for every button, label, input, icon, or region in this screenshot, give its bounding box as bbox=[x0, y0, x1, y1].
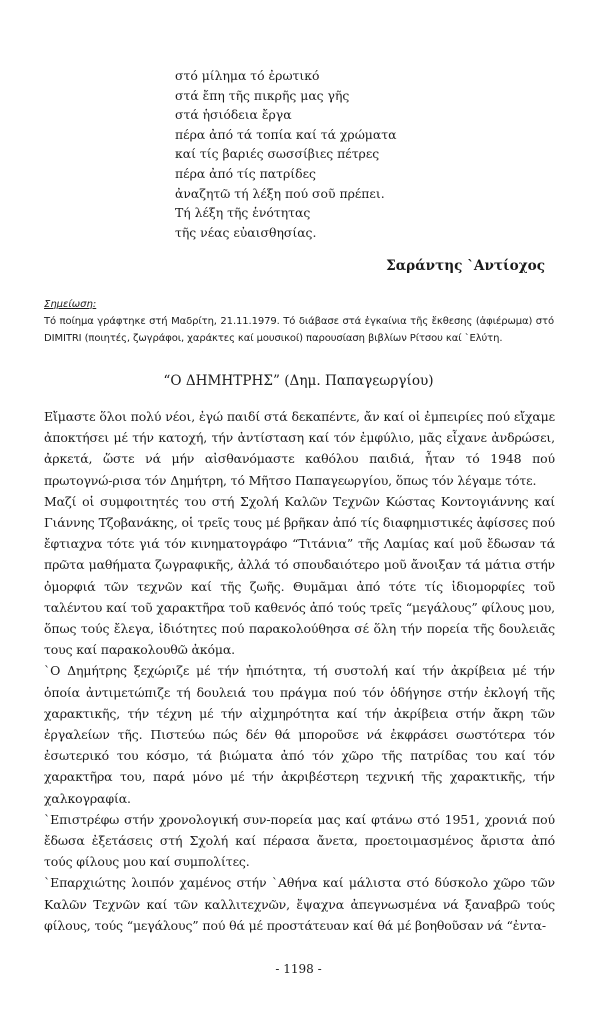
poem-line: στά ἔπη τῆς πικρῆς μας γῆς bbox=[175, 87, 350, 103]
poem-line: καί τίς βαριές σωσσίβιες πέτρες bbox=[175, 146, 380, 162]
poem-line: πέρα ἀπό τίς πατρίδες bbox=[175, 165, 316, 181]
poem-line: τῆς νέας εὐαισθησίας. bbox=[175, 224, 317, 240]
poem-author: Σαράντης `Αντίοχος bbox=[386, 258, 545, 274]
poem-line: στό μίλημα τό ἐρωτικό bbox=[175, 68, 320, 83]
poem bbox=[175, 66, 396, 242]
page-number: - 1198 - bbox=[275, 962, 322, 976]
footnote bbox=[44, 296, 554, 347]
poem-line: ἀναζητῶ τή λέξη πού σοῦ πρέπει. bbox=[175, 185, 385, 201]
paragraph: `Επιστρέφω στήν χρονολογική συν-πορεία μας καί φτάνω στό 1951, χρονιά πού ἔδωσα ἐξετάσεις στή Σχολή καί πέρασα ἄνετα, προετοιμασμένος ἄριστα ἀπό τούς φίλους μου καί συμπολίτες. bbox=[44, 811, 555, 870]
article-body bbox=[44, 406, 555, 936]
footnote-heading: Σημείωση: bbox=[44, 299, 97, 310]
paragraph: `Ο Δημήτρης ξεχώριζε μέ τήν ἠπιότητα, τή συστολή καί τήν ἀκρίβεια μέ τήν ὁποία ἀντιμετώπιζε τή δουλειά του πράγμα πού τόν ὁδήγησε στήν ἐκλογή τῆς χαρακτικῆς, τήν τέχνη μέ τήν αἰχμηρότητα καί τήν ἀκρίβεια στήν ἄκρη τῶν ἐργαλείων τῆς. Πιστεύω πώς δέν θά μποροῦσε νά ἐκφράσει σωστότερα τόν ἐσωτερικό του κόσμο, τά βιώματα ἀπό τόν χῶρο τῆς πατρίδας του καί τόν χαρακτῆρα του, παρά μόνο μέ τήν ἀκριβέστερη τεχνική τῆς χαρακτικῆς, τήν χαλκογραφία. bbox=[44, 663, 555, 806]
article-title: “Ο ΔΗΜΗΤΡΗΣ” (Δημ. Παπαγεωργίου) bbox=[163, 373, 434, 389]
poem-line: Τή λέξη τῆς ἑνότητας bbox=[175, 205, 311, 221]
paragraph: Εἴμαστε ὅλοι πολύ νέοι, ἐγώ παιδί στά δεκαπέντε, ἄν καί οἱ ἐμπειρίες πού εἴχαμε ἀποκτήσει μέ τήν κατοχή, τήν ἀντίσταση καί τόν ἐμφύλιο, μᾶς εἶχανε ἀνδρώσει, ἀρκετά, ὥστε νά μήν αἰσθανόμαστε καθόλου παιδιά, ἦταν τό 1948 πού πρωτογνώ-ρισα τόν Δημήτρη, τό Μῆτσο Παπαγεωργίου, ὅπως τόν λέγαμε τότε. bbox=[44, 409, 555, 488]
footnote-text: Τό ποίημα γράφτηκε στή Μαδρίτη, 21.11.1979. Τό διάβασε στά ἐγκαίνια τῆς ἔκθεσης (ἀφιέρωμα) στό DIMITRI (ποιητές, ζωγράφοι, χαράκτες καί μουσικοί) παρουσίαση βιβλίων Ρίτσου καί `Ελύτη. bbox=[44, 316, 554, 344]
poem-line: στά ἡσιόδεια ἔργα bbox=[175, 107, 292, 123]
poem-line: πέρα ἀπό τά τοπία καί τά χρώματα bbox=[175, 126, 397, 142]
paragraph: `Επαρχιώτης λοιπόν χαμένος στήν `Αθήνα καί μάλιστα στό δύσκολο χῶρο τῶν Καλῶν Τεχνῶν καί τῶν καλλιτεχνῶν, ἔψαχνα ἀπεγνωσμένα νά ξαναβρῶ τούς φίλους, τούς “μεγάλους” πού θά μέ προστάτευαν καί θά μέ βοηθοῦσαν νά “ἐντα- bbox=[44, 875, 555, 933]
paragraph: Μαζί οἱ συμφοιτητές του στή Σχολή Καλῶν Τεχνῶν Κώστας Κοντογιάννης καί Γιάννης Τζοβανάκης, οἱ τρεῖς τους μέ βρῆκαν ἀπό τίς διαφημιστικές ἀφίσσες πού ἔφτιαχνα τότε γιά τόν κινηματογράφο “Τιτάνια” τῆς Λαμίας καί μοῦ ἔδωσαν τά πρῶτα μαθήματα ζωγραφικῆς, ἀλλά τό σπουδαιότερο μοῦ ἄνοιξαν τά μάτια στήν ὀμορφιά τῶν τεχνῶν καί τῆς ζωῆς. Θυμᾶμαι ἀπό τότε τίς ἰδιομορφίες τοῦ ταλέντου καί τοῦ χαρακτῆρα τοῦ καθενός ἀπό τούς τρεῖς “μεγάλους” φίλους μου, ὅπως τούς ἔλεγα, ἰδιότητες πού παρακολούθησα σέ ὅλη τήν πορεία τῆς δουλειᾶς τους καί παρακολουθῶ ἀκόμα. bbox=[44, 493, 555, 658]
